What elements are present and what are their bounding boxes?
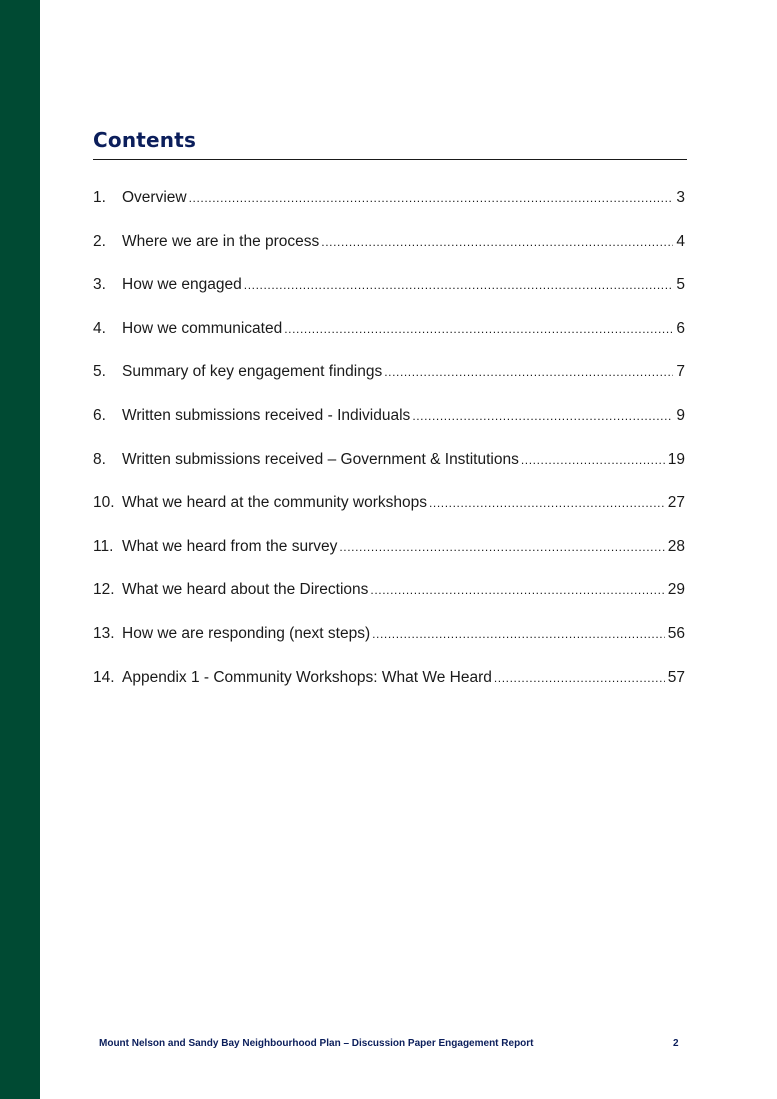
toc-entry-page: 9 <box>676 406 685 424</box>
toc-entry-page: 28 <box>667 537 685 555</box>
toc-entry-number: 14. <box>93 668 115 686</box>
page-title: Contents <box>93 128 197 152</box>
toc-dot-leader <box>370 583 664 597</box>
toc-entry-title: How we engaged <box>122 276 242 294</box>
toc-entry-page: 6 <box>676 319 685 337</box>
table-of-contents <box>93 189 685 712</box>
toc-dot-leader <box>372 627 665 641</box>
toc-entry-page: 19 <box>667 450 685 468</box>
toc-entry-number: 6. <box>93 406 106 424</box>
toc-entry[interactable] <box>93 538 685 582</box>
toc-entry[interactable] <box>93 581 685 625</box>
footer-page-number: 2 <box>673 1038 679 1049</box>
toc-entry-page: 29 <box>667 581 685 599</box>
toc-entry[interactable] <box>93 494 685 538</box>
toc-dot-leader <box>494 671 665 685</box>
footer-document-title: Mount Nelson and Sandy Bay Neighbourhood Plan – Discussion Paper Engagement Report <box>99 1038 534 1049</box>
toc-entry[interactable] <box>93 625 685 669</box>
toc-entry-title: What we heard about the Directions <box>122 581 369 599</box>
toc-dot-leader <box>339 540 664 554</box>
toc-entry-title: What we heard from the survey <box>122 537 338 555</box>
toc-entry[interactable] <box>93 451 685 495</box>
toc-entry-title: Overview <box>122 189 187 206</box>
toc-entry-title: What we heard at the community workshops <box>122 494 427 512</box>
toc-dot-leader <box>244 278 674 292</box>
toc-dot-leader <box>412 409 673 423</box>
toc-entry-title: How we are responding (next steps) <box>122 624 371 642</box>
toc-entry-number: 3. <box>93 276 106 294</box>
toc-dot-leader <box>429 496 665 510</box>
title-divider <box>93 159 687 160</box>
toc-entry-title: Where we are in the process <box>122 232 320 250</box>
toc-entry-title: Summary of key engagement findings <box>122 363 383 381</box>
side-color-bar <box>0 0 40 1099</box>
toc-entry-title: Written submissions received - Individuals <box>122 406 411 424</box>
toc-entry[interactable] <box>93 189 685 233</box>
toc-entry-number: 4. <box>93 319 106 337</box>
toc-dot-leader <box>189 191 674 205</box>
toc-dot-leader <box>521 453 665 467</box>
toc-entry-page: 4 <box>676 232 685 250</box>
toc-dot-leader <box>321 235 673 249</box>
toc-entry-title: Appendix 1 - Community Workshops: What We Heard <box>122 668 492 686</box>
toc-dot-leader <box>384 365 673 379</box>
toc-entry-page: 56 <box>667 624 685 642</box>
toc-entry-number: 10. <box>93 494 115 512</box>
toc-entry-number: 1. <box>93 189 106 206</box>
toc-entry[interactable] <box>93 276 685 320</box>
toc-entry[interactable] <box>93 407 685 451</box>
toc-entry-number: 5. <box>93 363 106 381</box>
toc-entry-page: 3 <box>676 189 685 206</box>
toc-entry-number: 12. <box>93 581 115 599</box>
toc-entry-number: 8. <box>93 450 106 468</box>
toc-entry-number: 11. <box>93 537 114 555</box>
toc-entry-title: How we communicated <box>122 319 283 337</box>
toc-entry-number: 2. <box>93 232 106 250</box>
toc-entry-page: 57 <box>667 668 685 686</box>
toc-entry[interactable] <box>93 669 685 713</box>
toc-entry-title: Written submissions received – Government & Institutions <box>122 450 519 468</box>
toc-entry-page: 27 <box>667 494 685 512</box>
toc-entry-page: 7 <box>676 363 685 381</box>
toc-entry-number: 13. <box>93 624 115 642</box>
toc-entry[interactable] <box>93 363 685 407</box>
toc-dot-leader <box>284 322 673 336</box>
toc-entry[interactable] <box>93 320 685 364</box>
toc-entry-page: 5 <box>676 276 685 294</box>
toc-entry[interactable] <box>93 233 685 277</box>
